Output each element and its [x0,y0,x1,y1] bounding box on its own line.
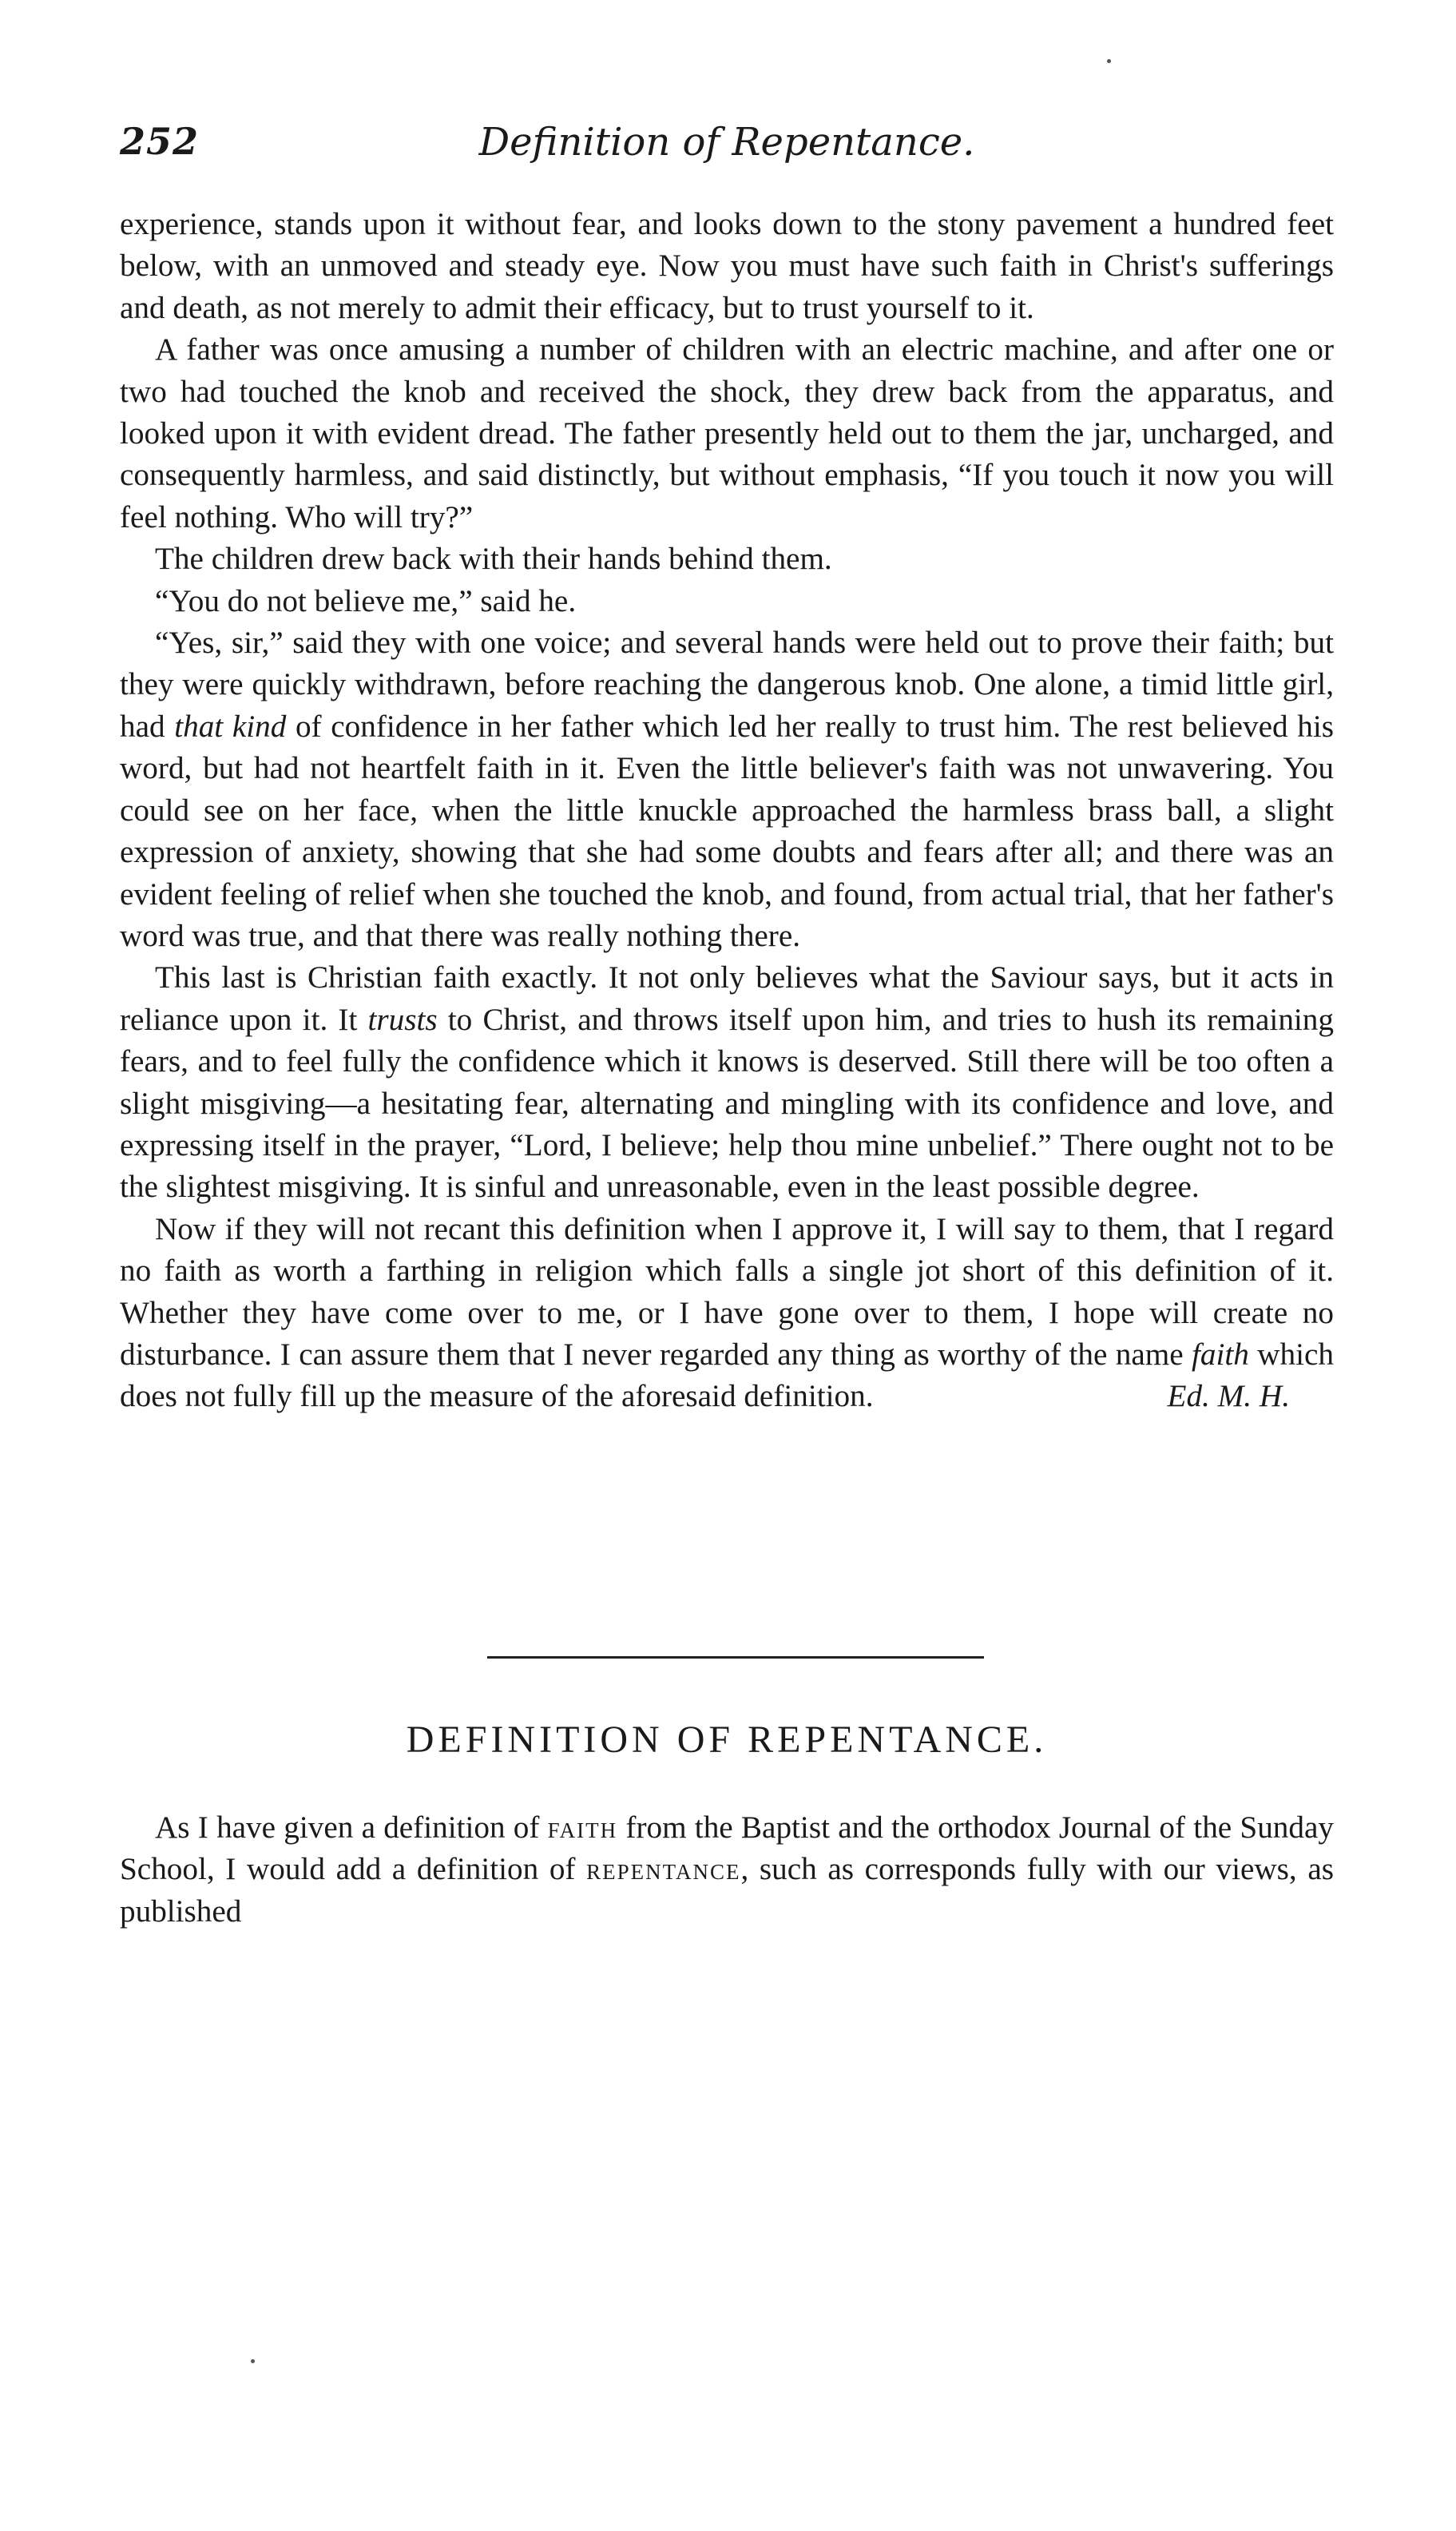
paragraph-continuation: experience, stands upon it without fear, and looks down to the stony pavement a hundred feet below, with an unmoved and steady eye. Now you must have such faith in Christ's sufferings and death, as not merely to admit their efficacy, but to trust yourself to it. [120,207,1334,325]
emphasis-text: faith [1192,1337,1249,1372]
body-text [120,204,1334,1418]
emphasis-text: that kind [174,709,287,744]
paragraph-recant-definition: Now if they will not recant this definition when I approve it, I will say to them, that I regard no faith as worth a farthing in religion which falls a single jot short of this definition of it. Whether they have come over to me, or I have gone over to them, I hope will create no disturbance. I can assure them that I never regarded any thing as worthy of the name faith which does not fully fill up the measure of the aforesaid definition. Ed. M. H. [120,1209,1334,1418]
paragraph-you-do-not-believe: “You do not believe me,” said he. [155,583,577,618]
paragraph-children-drew-back: The children drew back with their hands behind them. [155,542,832,577]
section-divider [487,1656,984,1659]
paragraph-repentance-intro: As I have given a definition of faith from the Baptist and the orthodox Journal of the Sunday School, I would add a definition of repentance, such as corresponds fully with our views, as published [120,1810,1334,1929]
print-speck [251,2359,255,2363]
paragraph-yes-sir: “Yes, sir,” said they with one voice; and several hands were held out to prove their faith; but they were quickly withdrawn, before reaching the dangerous knob. One alone, a timid little girl, had that kind of confidence in her father which led her really to trust him. The rest believed his word, but had not heartfelt faith in it. Even the little believer's faith was not unwavering. You could see on her face, when the little knuckle approached the harmless brass ball, a slight expression of anxiety, showing that she had some doubts and fears after all; and there was an evident feeling of relief when she touched the knob, and found, from actual trial, that her father's word was true, and that there was really nothing there. [120,626,1334,953]
page-number: 252 [120,120,200,163]
print-speck [1107,59,1111,63]
signature: Ed. M. H. [1167,1379,1290,1414]
paragraph-electric-machine: A father was once amusing a number of children with an electric machine, and after one or two had touched the knob and received the shock, they drew back from the apparatus, and looked upon it with evident dread. The father presently held out to them the jar, uncharged, and consequently harmless, and said distinctly, but without emphasis, “If you touch it now you will feel nothing. Who will try?” [120,332,1334,534]
page-header [120,120,1334,176]
paragraph-christian-faith: This last is Christian faith exactly. It not only believes what the Saviour says, but it acts in reliance upon it. It trusts to Christ, and throws itself upon him, and tries to hush its remaining fears, and to feel fully the confidence which it knows is deserved. Still there will be too often a slight misgiving—a hesitating fear, alternating and mingling with its confidence and love, and expressing itself in the prayer, “Lord, I believe; help thou mine unbelief.” There ought not to be the slightest misgiving. It is sinful and unreasonable, even in the least possible degree. [120,960,1334,1205]
faith-word: faith [547,1810,618,1845]
emphasis-text: trusts [367,1002,438,1037]
running-head: Definition of Repentance. [478,120,975,165]
section-text [120,1807,1334,1933]
repentance-word: repentance [586,1852,741,1887]
section-title: DEFINITION OF REPENTANCE. [406,1718,1048,1761]
